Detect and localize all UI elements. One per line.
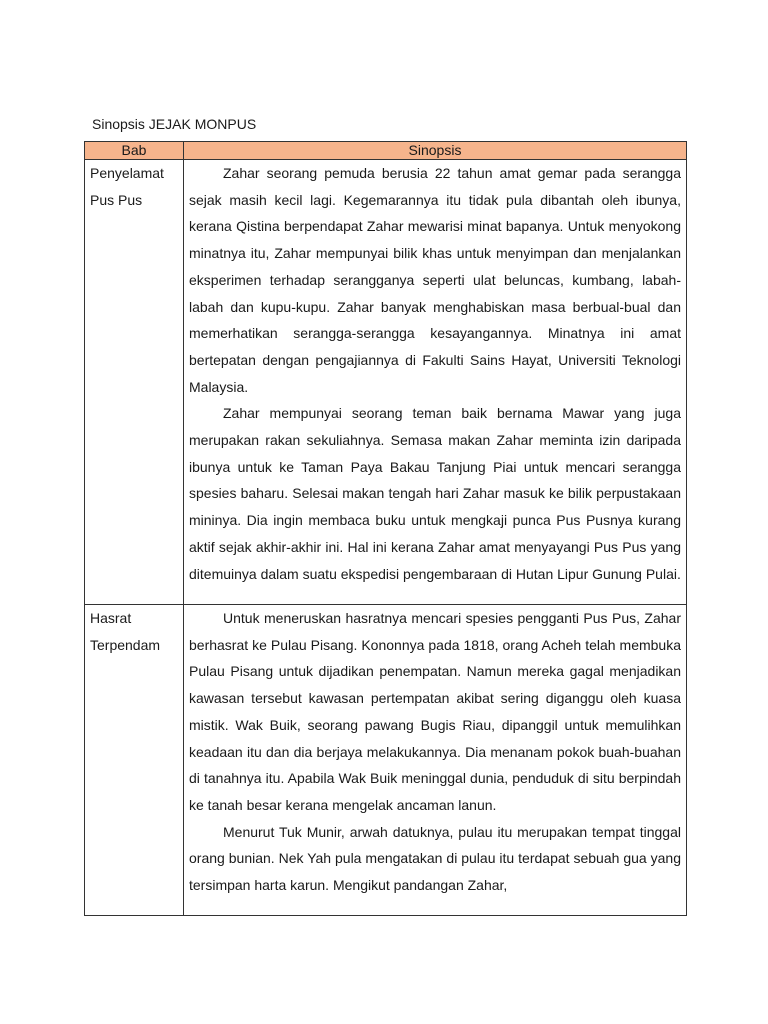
table-row <box>85 160 687 605</box>
chapter-title: Hasrat Terpendam <box>85 605 184 916</box>
header-sinopsis: Sinopsis <box>184 142 687 160</box>
synopsis-cell <box>184 160 687 605</box>
synopsis-cell <box>184 605 687 916</box>
document-title: Sinopsis JEJAK MONPUS <box>92 116 257 132</box>
header-bab: Bab <box>85 142 184 160</box>
chapter-title: Penyelamat Pus Pus <box>85 160 184 605</box>
synopsis-paragraph: Zahar seorang pemuda berusia 22 tahun amat gemar pada serangga sejak masih kecil lagi. Kegemarannya itu tidak pula dibantah oleh ibunya, kerana Qistina berpendapat Zahar mewarisi minat bapanya. Untuk menyokong minatnya itu, Zahar mempunyai bilik khas untuk menyimpan dan menjalankan eksperimen terhadap serangganya seperti ulat beluncas, kumbang, labah-labah dan kupu-kupu. Zahar banyak menghabiskan masa berbual-bual dan memerhatikan serangga-serangga kesayangannya. Minatnya ini amat bertepatan dengan pengajiannya di Fakulti Sains Hayat, Universiti Teknologi Malaysia. <box>189 165 681 395</box>
synopsis-paragraph: Menurut Tuk Munir, arwah datuknya, pulau itu merupakan tempat tinggal orang bunian. Nek Yah pula mengatakan di pulau itu terdapat sebuah gua yang tersimpan harta karun. Mengikut pandangan Zahar, <box>189 823 681 894</box>
synopsis-paragraph: Untuk meneruskan hasratnya mencari spesies pengganti Pus Pus, Zahar berhasrat ke Pulau Pisang. Kononnya pada 1818, orang Acheh telah membuka Pulau Pisang untuk dijadikan penempatan. Namun mereka gagal menjadikan kawasan tersebut kawasan pertempatan akibat sering diganggu oleh kuasa mistik. Wak Buik, seorang pawang Bugis Riau, dipanggil untuk memulihkan keadaan itu dan dia berjaya melakukannya. Dia menanam pokok buah-buahan di tanahnya itu. Apabila Wak Buik meninggal dunia, penduduk di situ berpindah ke tanah besar kerana mengelak ancaman lanun. <box>189 610 681 813</box>
table-row <box>85 605 687 916</box>
table-header-row <box>85 142 687 160</box>
synopsis-paragraph: Zahar mempunyai seorang teman baik bernama Mawar yang juga merupakan rakan sekuliahnya. Semasa makan Zahar meminta izin daripada ibunya untuk ke Taman Paya Bakau Tanjung Piai untuk mencari serangga spesies baharu. Selesai makan tengah hari Zahar masuk ke bilik perpustakaan mininya. Dia ingin membaca buku untuk mengkaji punca Pus Pusnya kurang aktif sejak akhir-akhir ini. Hal ini kerana Zahar amat menyayangi Pus Pus yang ditemuinya dalam suatu ekspedisi pengembaraan di Hutan Lipur Gunung Pulai. <box>189 405 681 582</box>
synopsis-table <box>84 141 687 916</box>
